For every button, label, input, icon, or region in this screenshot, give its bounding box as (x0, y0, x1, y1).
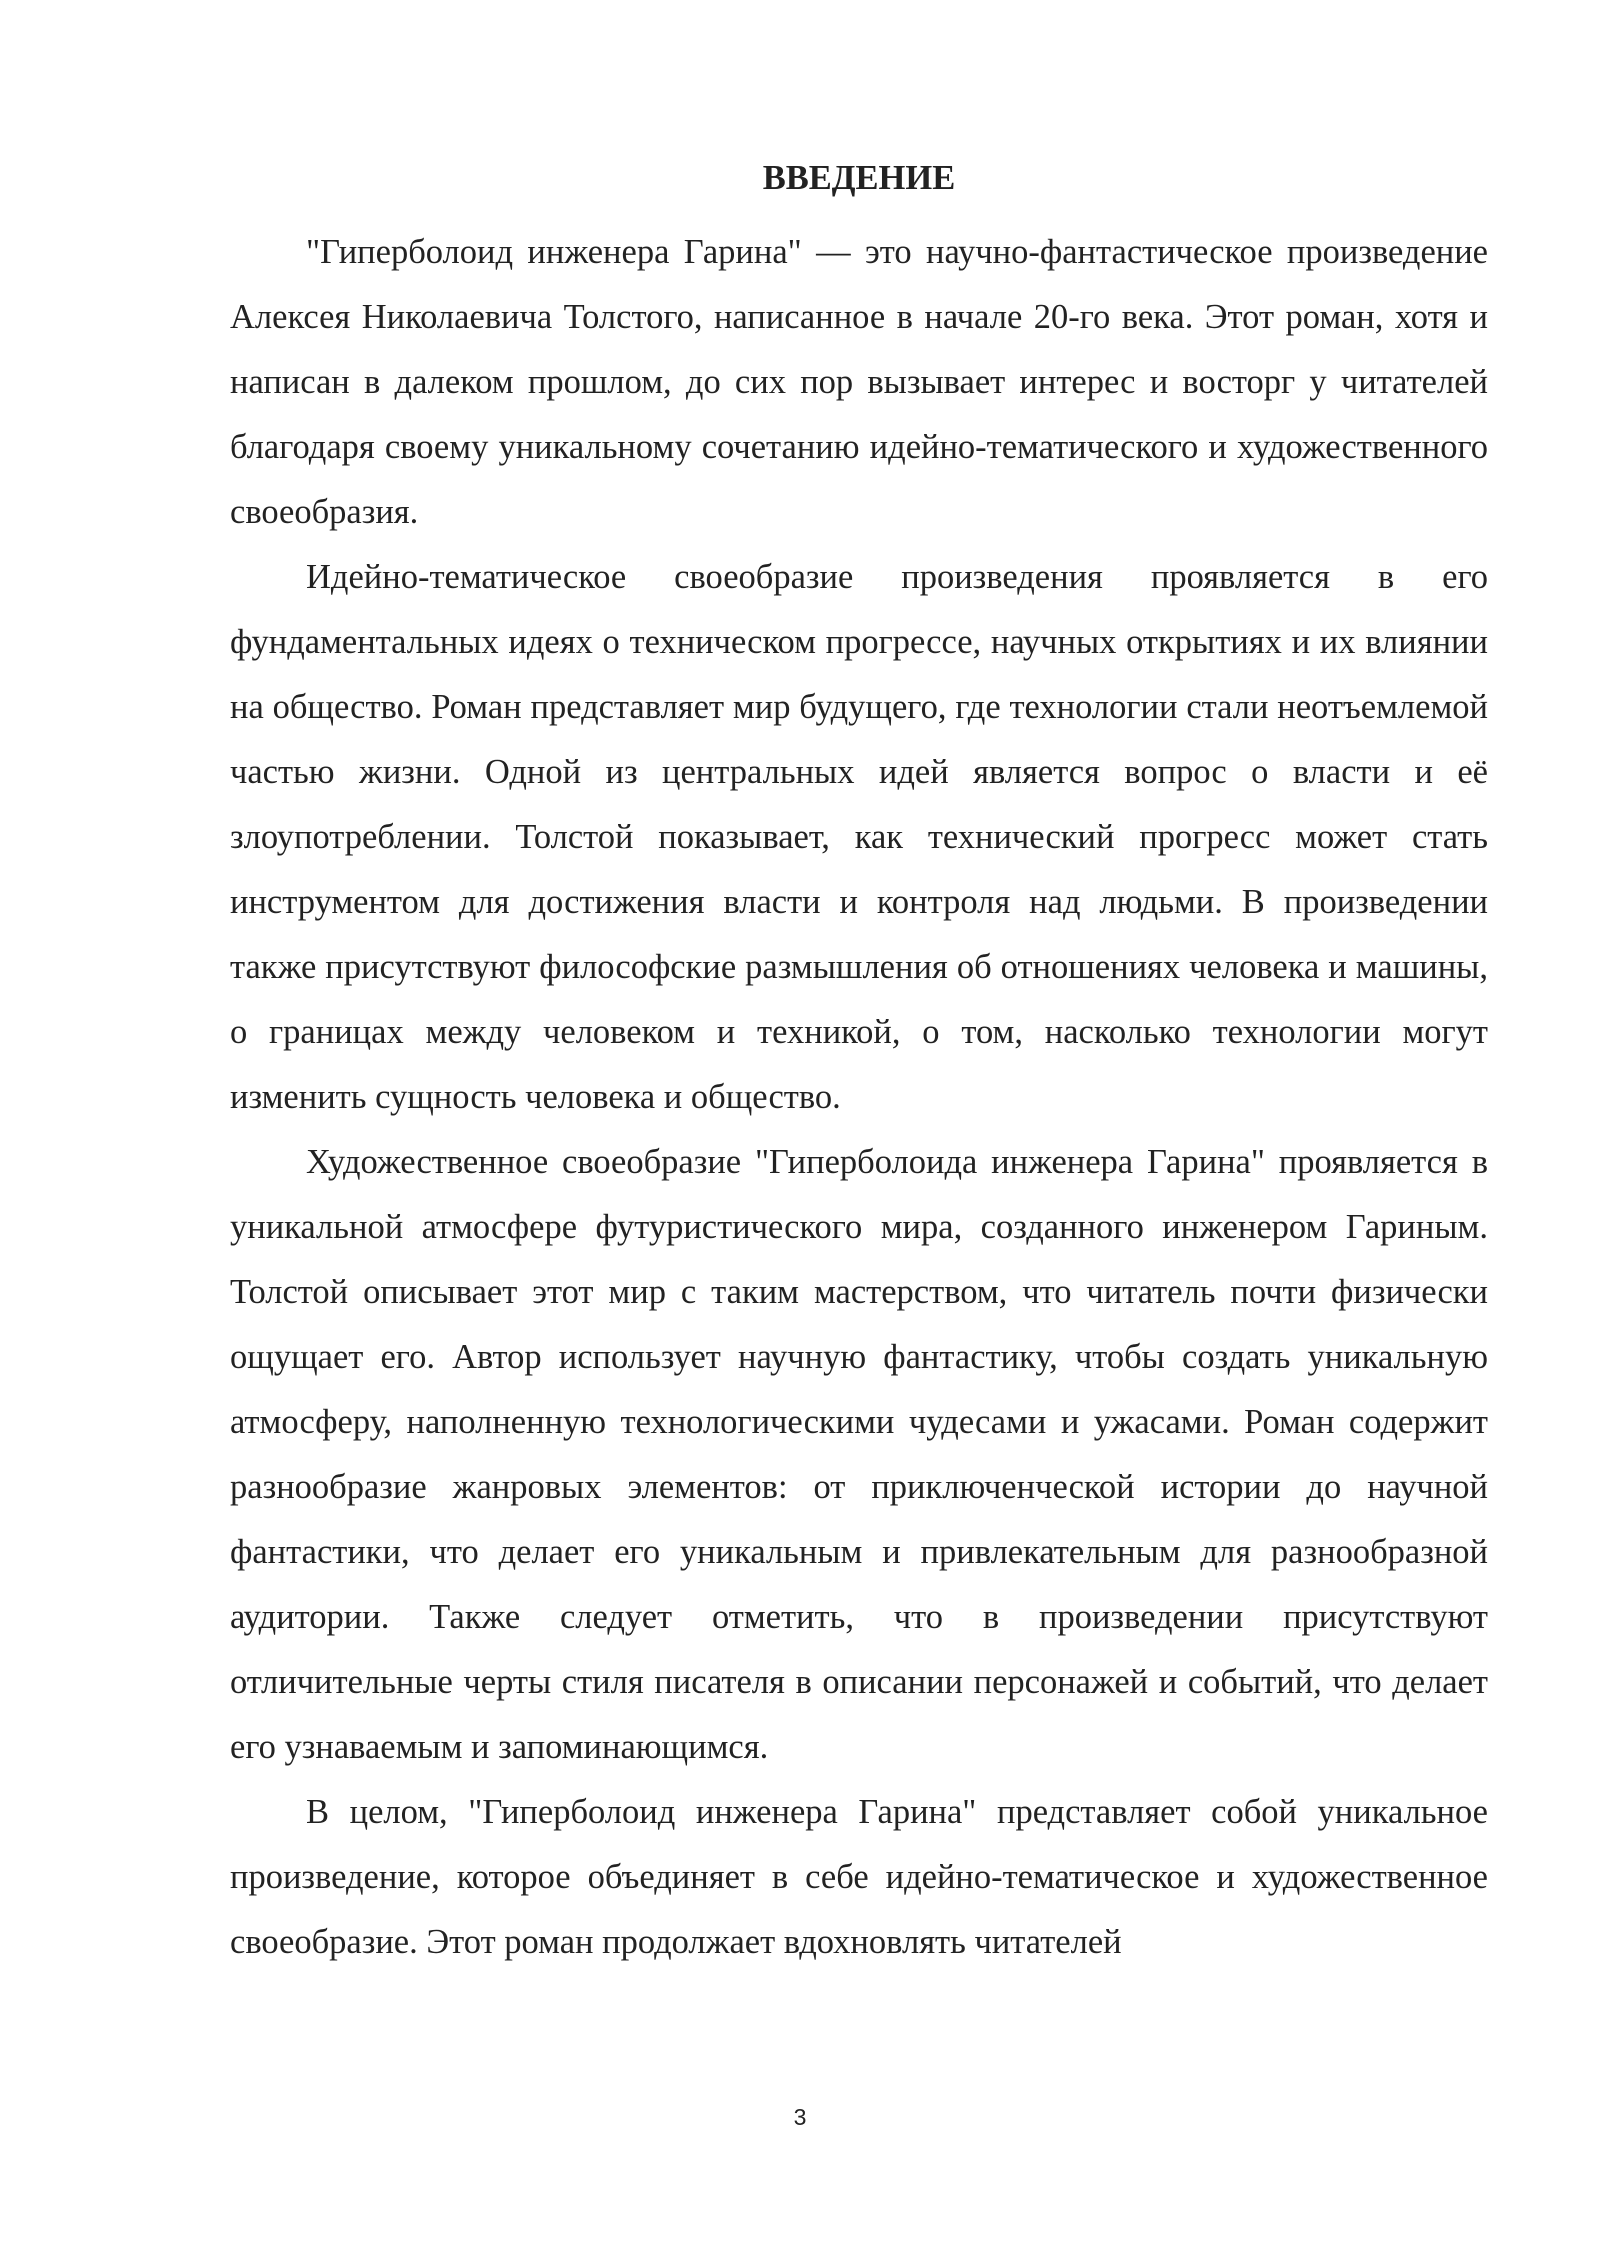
page-title: ВВЕДЕНИЕ (762, 159, 956, 197)
paragraph-ideological-thematic: Идейно-тематическое своеобразие произведения проявляется в его фундаментальных идеях о техническом прогрессе, научных открытиях и их влиянии на общество. Роман представляет мир будущего, где технологии стали неотъемлемой частью жизни. Одной из центральных идей является вопрос о власти и её злоупотреблении. Толстой показывает, как технический прогресс может стать инструментом для достижения власти и контроля над людьми. В произведении также присутствуют философские размышления об отношениях человека и машины, о границах между человеком и техникой, о том, насколько технологии могут изменить сущность человека и общество. (230, 558, 1488, 1116)
paragraph-conclusion: В целом, "Гиперболоид инженера Гарина" представляет собой уникальное произведение, которое объединяет в себе идейно-тематическое и художественное своеобразие. Этот роман продолжает вдохновлять читателей (230, 1793, 1488, 1961)
page-content (230, 148, 1488, 1975)
page-number: 3 (793, 2104, 807, 2130)
paragraph-intro: "Гиперболоид инженера Гарина" — это научно-фантастическое произведение Алексея Николаевича Толстого, написанное в начале 20-го века. Этот роман, хотя и написан в далеком прошлом, до сих пор вызывает интерес и восторг у читателей благодаря своему уникальному сочетанию идейно-тематического и художественного своеобразия. (230, 233, 1488, 531)
paragraph-artistic: Художественное своеобразие "Гиперболоида инженера Гарина" проявляется в уникальной атмосфере футуристического мира, созданного инженером Гариным. Толстой описывает этот мир с таким мастерством, что читатель почти физически ощущает его. Автор использует научную фантастику, чтобы создать уникальную атмосферу, наполненную технологическими чудесами и ужасами. Роман содержит разнообразие жанровых элементов: от приключенческой истории до научной фантастики, что делает его уникальным и привлекательным для разнообразной аудитории. Также следует отметить, что в произведении присутствуют отличительные черты стиля писателя в описании персонажей и событий, что делает его узнаваемым и запоминающимся. (230, 1143, 1488, 1766)
